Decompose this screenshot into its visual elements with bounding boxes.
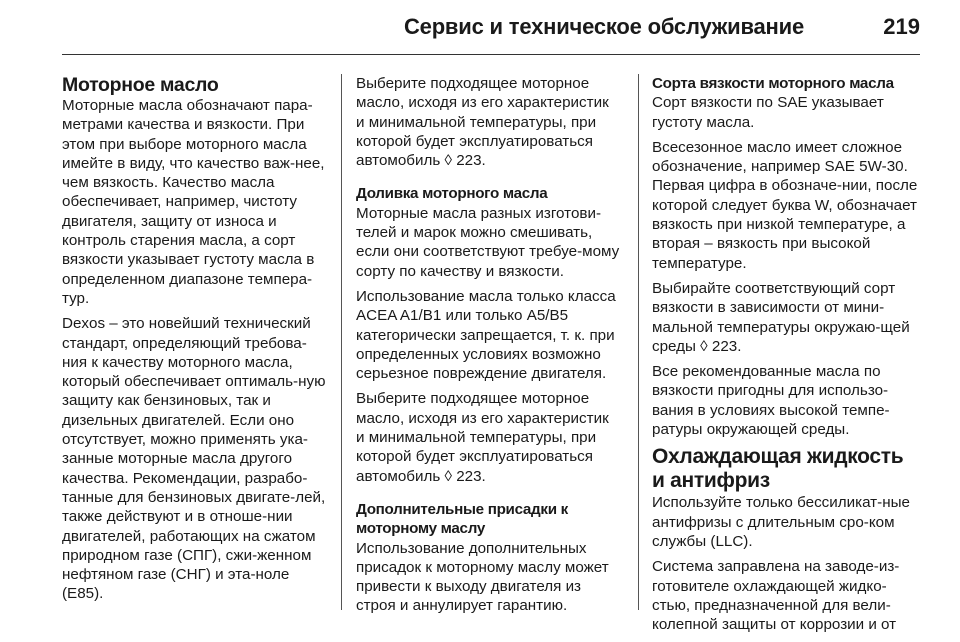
paragraph: Всесезонное масло имеет сложное обозначение, например SAE 5W-30. Первая цифра в обозначе-нии, после которой следует буква W, обозначает вязкость при низкой температуре, а вторая – вязкость при высокой температуре. (652, 138, 918, 272)
paragraph: Использование масла только класса ACEA A1/B1 или только A5/B5 категорически запрещается, т. к. при определенных условиях возможно серьезное повреждение двигателя. (356, 287, 616, 383)
subheading-additives: Дополнительные присадки к моторному маслу (356, 500, 568, 538)
column-1 (62, 74, 326, 610)
paragraph: Выберите подходящее моторное масло, исходя из его характеристик и минимальной температуры, при которой будет эксплуатироваться автомобиль ◊ 223. (356, 75, 609, 170)
header-title: Сервис и техническое обслуживание (403, 14, 804, 39)
paragraph: Использование дополнительных присадок к моторному маслу может привести к выходу двигателя из строя и аннулирует гарантию. (356, 539, 609, 615)
paragraph: Используйте только бессиликат-ные антифризы с длительным сро-ком службы (LLC). (652, 494, 910, 550)
paragraph: Все рекомендованные масла по вязкости пригодны для использо-вания в условиях высокой темпе-ратуры окружающей среды. (652, 363, 890, 439)
paragraph: Dexos – это новейший технический стандарт, определяющий требова-ния к качеству моторного масла, который обеспечивает оптималь-ную защиту как бензиновых, так и дизельных двигателей. Если оно отсутствует, можно применять ука-занные моторные масла другого качества. Рекомендации, разрабо-танные для бензиновых двигате-лей, также действуют и в отноше-нии двигателей, работающих на сжатом природном газе (СПГ), сжи-женном нефтяном газе (СНГ) и эта-ноле (E85). (62, 315, 326, 603)
subheading-viscosity: Сорта вязкости моторного масла (652, 75, 894, 92)
paragraph: Моторные масла разных изготови-телей и марок можно смешивать, если они соответствуют требуе-мому сорту по качеству и вязкости. (356, 204, 620, 280)
subheading-oil-topup: Доливка моторного масла (356, 185, 548, 203)
column-divider-1 (341, 74, 342, 610)
page-header (62, 0, 920, 55)
paragraph: Выбирайте соответствующий сорт вязкости в зависимости от мини-мальной температуры окружаю-щей среды ◊ 223. (652, 279, 910, 355)
paragraph: Выберите подходящее моторное масло, исходя из его характеристик и минимальной температуры, при которой будет эксплуатироваться автомобиль ◊ 223. (356, 390, 609, 485)
paragraph: Сорт вязкости по SAE указывает густоту масла. (652, 94, 884, 131)
paragraph: Моторные масла обозначают пара-метрами качества и вязкости. При этом при выборе моторного масла имейте в виду, что качество важ-нее, чем вязкость. Качество масла обеспечивает, например, чистоту двигателя, защиту от износа и контроль старения масла, а сорт вязкости указывает густоту масла в определенном диапазоне темпера-тур. (62, 97, 325, 307)
section-heading-engine-oil: Моторное масло (62, 74, 219, 96)
column-3 (652, 74, 918, 640)
page-number: 219 (883, 14, 920, 39)
column-divider-2 (638, 74, 639, 610)
paragraph: Система заправлена на заводе-из-готовителе охлаждающей жидко-стью, предназначенной для вели-колепной защиты от коррозии и от (652, 558, 900, 634)
section-heading-coolant: Охлаждающая жидкость и антифриз (652, 445, 904, 493)
column-2 (356, 74, 620, 622)
